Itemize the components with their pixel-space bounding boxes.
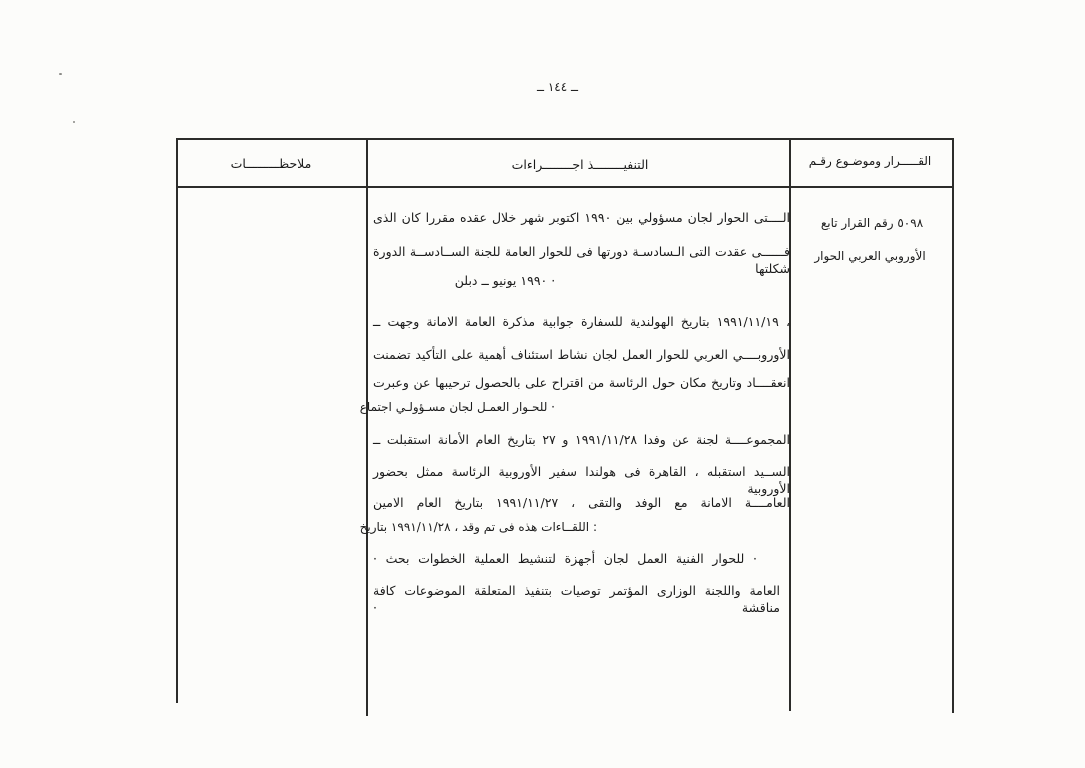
procedures-bullet-line: العامة واللجنة الوزارى المؤتمر توصيات بتنفيذ المتعلقة الموضوعات كافة مناقشة ·: [373, 583, 780, 615]
procedures-line: · ١٩٩٠ يونيو ــ دبلن: [454, 273, 556, 288]
scan-speck: [73, 121, 75, 123]
table-header-notes: ملاحظـــــــــات: [230, 156, 312, 171]
column-divider-notes: [366, 138, 368, 716]
notes-cell-empty: [186, 200, 356, 690]
scan-speck: [59, 73, 62, 75]
table-header-decision-subject: القـــــرار وموضـوع رقـم: [808, 154, 932, 168]
procedures-bullet-line: · للحوار الفنية العمل لجان أجهزة لتنشيط العملية الخطوات بحث ·: [373, 551, 757, 566]
procedures-line: انعقــــاد وتاريخ مكان حول الرئاسة من اقتراح على بالحصول ترحيبها عن وعبرت: [373, 375, 790, 390]
page-number: ــ ١٤٤ ــ: [536, 80, 579, 94]
procedures-line: العامــــة الامانة مع الوفد والتقى ، ١٩٩١/١١/٢٧ بتاريخ العام الامين: [373, 495, 790, 510]
table-left-border: [176, 138, 178, 703]
procedures-line: الــــتى الحوار لجان مسؤولي بين ١٩٩٠ اكتوبر شهر خلال عقده مقررا كان الذى: [373, 210, 790, 225]
procedures-line: الأوروبــــي العربي للحوار العمل لجان نشاط استئناف أهمية على التأكيد تضمنت: [373, 347, 790, 362]
procedures-line: الســيد استقبله ، القاهرة فى هولندا سفير الأوروبية الرئاسة ممثل بحضور الأوروبية: [373, 464, 790, 496]
procedures-line: · للحـوار العمـل لجان مسـؤولـي اجتماع: [359, 400, 555, 414]
table-top-border: [176, 138, 954, 140]
decision-number: ٥٠٩٨ رقم القرار تابع: [820, 216, 924, 230]
table-right-border: [952, 138, 954, 713]
procedures-line: فــــــى عقدت التى الـسادسـة دورتها فى للحوار العامة للجنة الســادســة الدورة شكلتها: [373, 244, 790, 276]
table-header-procedures: التنفيــــــــذ اجــــــــراءات: [511, 157, 649, 172]
procedures-line: المجموعــــة لجنة عن وفدا ١٩٩١/١١/٢٨ و ٢٧ بتاريخ العام الأمانة استقبلت ــ: [373, 432, 790, 447]
procedures-line: ، ١٩٩١/١١/١٩ بتاريخ الهولندية للسفارة جوابية مذكرة العامة الامانة وجهت ــ: [373, 314, 790, 329]
table-header-separator: [176, 186, 954, 188]
procedures-line: : اللقــاءات هذه فى تم وقد ، ١٩٩١/١١/٢٨ بتاريخ: [359, 520, 597, 534]
decision-subject: الأوروبي العربي الحوار: [814, 249, 926, 263]
